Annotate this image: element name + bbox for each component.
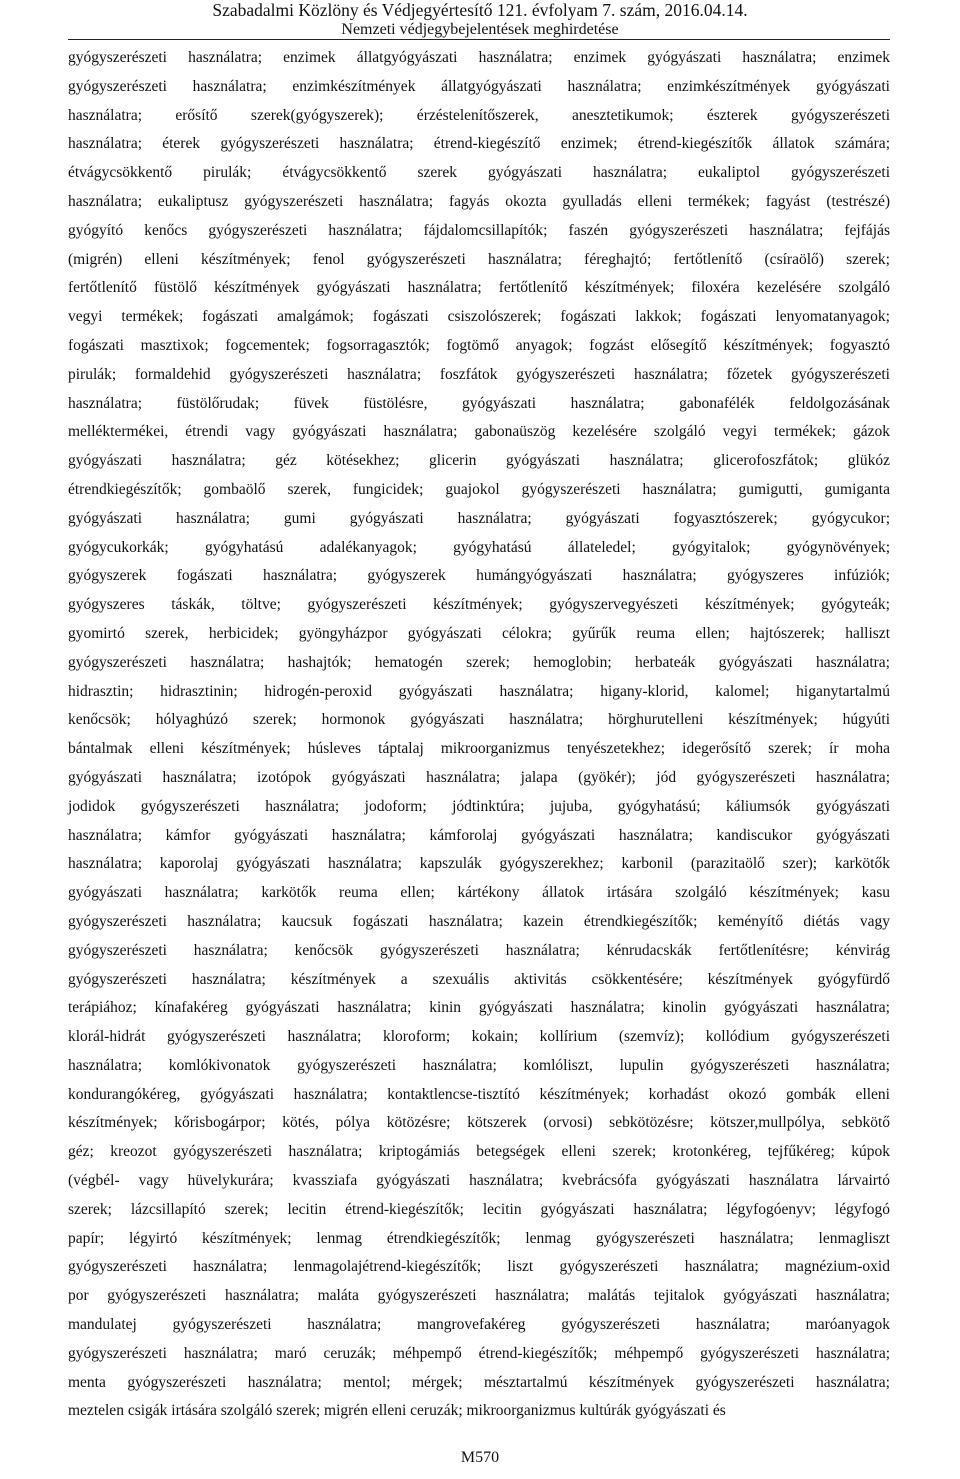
text-line: mandulatej gyógyszerészeti használatra; mangrovefakéreg gyógyszerészeti használatra; maróanyagok — [68, 1316, 890, 1334]
text-line: jodidok gyógyszerészeti használatra; jodoform; jódtinktúra; jujuba, gyógyhatású; káliumsók gyógyászati — [68, 797, 890, 815]
text-line: pirulák; formaldehid gyógyszerészeti használatra; foszfátok gyógyszerészeti használatra; főzetek gyógyszerészeti — [68, 365, 890, 383]
text-line: gyógyszerészeti használatra; kenőcsök gyógyszerészeti használatra; kénrudacskák fertőtlenítésre; kénvirág — [68, 941, 890, 959]
text-line: klorál-hidrát gyógyszerészeti használatra; kloroform; kokain; kollírium (szemvíz); kollódium gyógyszerészeti — [68, 1028, 890, 1046]
text-line: (végbél- vagy hüvelykurára; kvassziafa gyógyászati használatra; kvebrácsófa gyógyászati használatra lárvairtó — [68, 1172, 890, 1190]
header-divider — [68, 39, 890, 40]
text-line: használatra; komlókivonatok gyógyszerészeti használatra; komlóliszt, lupulin gyógyszerészeti használatra; — [68, 1056, 890, 1074]
text-line: használatra; kámfor gyógyászati használatra; kámforolaj gyógyászati használatra; kandiscukor gyógyászati — [68, 826, 890, 844]
text-line: kenőcsök; hólyaghúzó szerek; hormonok gyógyászati használatra; hörghurutelleni készítmények; húgyúti — [68, 711, 890, 729]
text-line: használatra; éterek gyógyszerészeti használatra; étrend-kiegészítő enzimek; étrend-kiegészítők állatok számára; — [68, 135, 890, 153]
text-line: használatra; erősítő szerek(gyógyszerek); érzéstelenítőszerek, anesztetikumok; észterek gyógyszerészeti — [68, 106, 890, 124]
text-line: por gyógyszerészeti használatra; maláta gyógyszerészeti használatra; malátás tejitalok gyógyászati használatra; — [68, 1287, 890, 1305]
text-line: használatra; füstölőrudak; füvek füstölésre, gyógyászati használatra; gabonafélék feldolgozásának — [68, 394, 890, 412]
text-line: terápiához; kínafakéreg gyógyászati használatra; kinin gyógyászati használatra; kinolin gyógyászati használatra; — [68, 999, 890, 1017]
text-line: gyógyászati használatra; gumi gyógyászati használatra; gyógyászati fogyasztószerek; gyógycukor; — [68, 509, 890, 527]
text-line: menta gyógyszerészeti használatra; mentol; mérgek; mésztartalmú készítmények gyógyszerészeti használatra; — [68, 1373, 890, 1391]
text-line: gyógyszerészeti használatra; készítmények a szexuális aktivitás csökkentésére; készítmények gyógyfürdő — [68, 970, 890, 988]
text-line: gyógyító kenőcs gyógyszerészeti használatra; fájdalomcsillapítók; faszén gyógyszerészeti használatra; fejfájás — [68, 221, 890, 239]
text-line: gyógyszerészeti használatra; lenmagolajétrend-kiegészítők; liszt gyógyszerészeti használatra; magnézium-oxid — [68, 1258, 890, 1276]
text-line: gyógyszerészeti használatra; enzimek állatgyógyászati használatra; enzimek gyógyászati használatra; enzimek — [68, 49, 890, 66]
text-line: étrendkiegészítők; gombaölő szerek, fungicidek; guajokol gyógyszerészeti használatra; gumigutti, gumiganta — [68, 480, 890, 498]
text-line: gyógyszerészeti használatra; maró ceruzák; méhpempő étrend-kiegészítők; méhpempő gyógyszerészeti használatra; — [68, 1344, 890, 1362]
text-line: használatra; eukaliptusz gyógyszerészeti használatra; fagyás okozta gyulladás elleni termékek; fagyást (testrészé) — [68, 192, 890, 210]
text-line: gyógyszerek fogászati használatra; gyógyszerek humángyógyászati használatra; gyógyszeres infúziók; — [68, 567, 890, 585]
text-line: használatra; kaporolaj gyógyászati használatra; kapszulák gyógyszerekhez; karbonil (parazitaölő szer); karkötők — [68, 855, 890, 873]
section-title: Nemzeti védjegybejelentések meghirdetése — [341, 21, 619, 38]
text-line: gyógyászati használatra; géz kötésekhez; glicerin gyógyászati használatra; glicerofoszfátok; glükóz — [68, 452, 890, 470]
text-line: (migrén) elleni készítmények; fenol gyógyszerészeti használatra; féreghajtó; fertőtlenítő (csíraölő) szerek; — [68, 250, 890, 268]
text-line: gyomirtó szerek, herbicidek; gyöngyházpor gyógyászati célokra; gyűrűk reuma ellen; hajtószerek; halliszt — [68, 624, 890, 642]
page-number: M570 — [460, 1449, 500, 1466]
text-line: készítmények; kőrisbogárpor; kötés, pólya kötözésre; kötszerek (orvosi) sebkötözésre; kötszer,mullpólya, sebkötő — [68, 1114, 890, 1132]
text-line: gyógycukorkák; gyógyhatású adalékanyagok; gyógyhatású állateledel; gyógyitalok; gyógynövények; — [68, 538, 890, 556]
text-line: meztelen csigák irtására szolgáló szerek; migrén elleni ceruzák; mikroorganizmus kultúrák gyógyászati és — [68, 1402, 726, 1420]
page-header — [0, 0, 960, 39]
journal-title: Szabadalmi Közlöny és Védjegyértesítő 121. évfolyam 7. szám, 2016.04.14. — [212, 0, 748, 20]
text-line: étvágycsökkentő pirulák; étvágycsökkentő szerek gyógyászati használatra; eukaliptol gyógyszerészeti — [68, 164, 890, 182]
text-line: gyógyszerészeti használatra; kaucsuk fogászati használatra; kazein étrendkiegészítők; keményítő diétás vagy — [68, 912, 890, 930]
text-line: géz; kreozot gyógyszerészeti használatra; kriptogámiás betegségek elleni szerek; krotonkéreg, tejfűkéreg; kúpok — [68, 1143, 890, 1161]
text-line: vegyi termékek; fogászati amalgámok; fogászati csiszolószerek; fogászati lakkok; fogászati lenyomatanyagok; — [68, 308, 890, 326]
text-line: kondurangókéreg, gyógyászati használatra; kontaktlencse-tisztító készítmények; korhadást okozó gombák elleni — [68, 1085, 890, 1103]
text-line: gyógyászati használatra; karkötők reuma ellen; kártékony állatok irtására szolgáló készítmények; kasu — [68, 884, 890, 902]
text-line: melléktermékei, étrendi vagy gyógyászati használatra; gabonaüszög kezelésére szolgáló vegyi termékek; gázok — [68, 423, 890, 441]
text-line: bántalmak elleni készítmények; húsleves táptalaj mikroorganizmus tenyészetekhez; idegerősítő szerek; ír moha — [68, 740, 890, 758]
text-line: hidrasztin; hidrasztinin; hidrogén-peroxid gyógyászati használatra; higany-klorid, kalomel; higanytartalmú — [68, 682, 890, 700]
text-line: gyógyszerészeti használatra; enzimkészítmények állatgyógyászati használatra; enzimkészítmények gyógyászati — [68, 77, 890, 95]
text-line: papír; légyirtó készítmények; lenmag étrendkiegészítők; lenmag gyógyszerészeti használatra; lenmagliszt — [68, 1229, 890, 1247]
text-line: gyógyszerészeti használatra; hashajtók; hematogén szerek; hemoglobin; herbateák gyógyászati használatra; — [68, 653, 890, 671]
text-line: fogászati masztixok; fogcementek; fogsorragasztók; fogtömő anyagok; fogzást elősegítő készítmények; fogyasztó — [68, 336, 890, 354]
text-line: szerek; lázcsillapító szerek; lecitin étrend-kiegészítők; lecitin gyógyászati használatra; légyfogóenyv; légyfogó — [68, 1200, 890, 1218]
text-line: gyógyszeres táskák, töltve; gyógyszerészeti készítmények; gyógyszervegyészeti készítmények; gyógyteák; — [68, 596, 890, 614]
text-line: gyógyászati használatra; izotópok gyógyászati használatra; jalapa (gyökér); jód gyógyszerészeti használatra; — [68, 768, 890, 786]
body-text — [68, 44, 890, 1426]
text-line: fertőtlenítő füstölő készítmények gyógyászati használatra; fertőtlenítő készítmények; filoxéra kezelésére szolgáló — [68, 279, 890, 297]
